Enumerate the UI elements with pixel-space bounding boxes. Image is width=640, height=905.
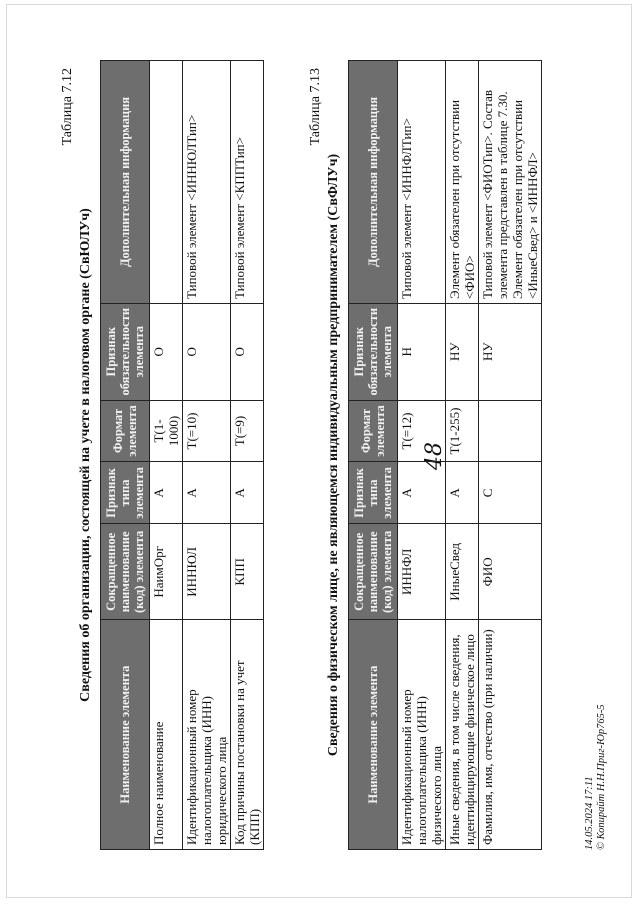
table-cell: ИННЮЛ (183, 524, 231, 620)
table-row (446, 61, 479, 850)
table-cell: Иные сведения, в том числе сведения, идентифицирующие физическое лицо (446, 620, 479, 850)
header-cell: Признак типа элемента (349, 462, 398, 524)
table-cell: T(=9) (231, 400, 264, 462)
table-header-row (101, 61, 150, 850)
header-cell: Признак типа элемента (101, 462, 150, 524)
table-cell: T(=12) (398, 400, 446, 462)
table-svyulu (100, 60, 264, 850)
header-cell: Дополнительная информация (349, 61, 398, 304)
header-cell: Сокращенное наименование (код) элемента (101, 524, 150, 620)
table-cell: T(1-1000) (150, 400, 183, 462)
table-cell: А (150, 462, 183, 524)
table-cell: А (183, 462, 231, 524)
table-row (398, 61, 446, 850)
table-cell: О (231, 303, 264, 400)
header-cell: Признак обязательности элемента (101, 303, 150, 400)
table-cell: T(1-255) (446, 400, 479, 462)
table-cell: КПП (231, 524, 264, 620)
header-cell: Дополнительная информация (101, 61, 150, 304)
document-page (54, 60, 614, 850)
table-cell: О (150, 303, 183, 400)
signature-stamp (584, 704, 608, 850)
table-row (183, 61, 231, 850)
header-cell: Признак обязательности элемента (349, 303, 398, 400)
header-cell: Наименование элемента (349, 620, 398, 850)
table-cell: А (398, 462, 446, 524)
table-row (231, 61, 264, 850)
table-cell: Фамилия, имя, отчество (при наличии) (479, 620, 542, 850)
table-cell: ИННФЛ (398, 524, 446, 620)
header-cell: Формат элемента (101, 400, 150, 462)
table-title: Сведения об организации, состоящей на учете в налоговом органе (СвЮЛУч) (78, 208, 93, 702)
table-row (150, 61, 183, 850)
table-cell: Типовой элемент <ИННФЛТип> (398, 61, 446, 304)
table-cell (479, 400, 542, 462)
table-header-row (349, 61, 398, 850)
table-label: Таблица 7.12 (60, 68, 75, 146)
table-cell: НаимОрг (150, 524, 183, 620)
table-cell: А (231, 462, 264, 524)
stamp-date: 14.05.2024 17:11 (584, 776, 595, 850)
table-row (479, 61, 542, 850)
table-cell: Код причины постановки на учет (КПП) (231, 620, 264, 850)
header-cell: Формат элемента (349, 400, 398, 462)
header-cell: Сокращенное наименование (код) элемента (349, 524, 398, 620)
table-cell: НУ (479, 303, 542, 400)
table-cell: Элемент обязателен при отсутствии <ФИО> (446, 61, 479, 304)
table-cell: Идентификационный номер налогоплательщика (ИНН) физического лица (398, 620, 446, 850)
table-cell: Идентификационный номер налогоплательщика (ИНН) юридического лица (183, 620, 231, 850)
page-number: 48 (422, 442, 447, 470)
table-cell: Типовой элемент <ИННЮЛТип> (183, 61, 231, 304)
table-cell: Н (398, 303, 446, 400)
table-cell: НУ (446, 303, 479, 400)
stamp-copyright: © Копирайт Н.Н.Приг-Юр765-5 (596, 704, 607, 850)
table-cell: Типовой элемент <ФИОТип>. Состав элемента представлен в таблице 7.30. Элемент обязателен при отсутствии <ИныеСвед> и <ИННФЛ> (479, 61, 542, 304)
table-cell: С (479, 462, 542, 524)
table-cell: T(=10) (183, 400, 231, 462)
table-cell (150, 61, 183, 304)
table-cell: ФИО (479, 524, 542, 620)
table-cell: ИныеСвед (446, 524, 479, 620)
header-cell: Наименование элемента (101, 620, 150, 850)
table-cell: Типовой элемент <КППТип> (231, 61, 264, 304)
table-cell: Полное наименование (150, 620, 183, 850)
table-cell: О (183, 303, 231, 400)
table-svflu (348, 60, 542, 850)
table-label: Таблица 7.13 (308, 68, 323, 146)
table-cell: А (446, 462, 479, 524)
table-title: Сведения о физическом лице, не являющемся индивидуальным предпринимателем (СвФЛУч) (326, 153, 341, 757)
